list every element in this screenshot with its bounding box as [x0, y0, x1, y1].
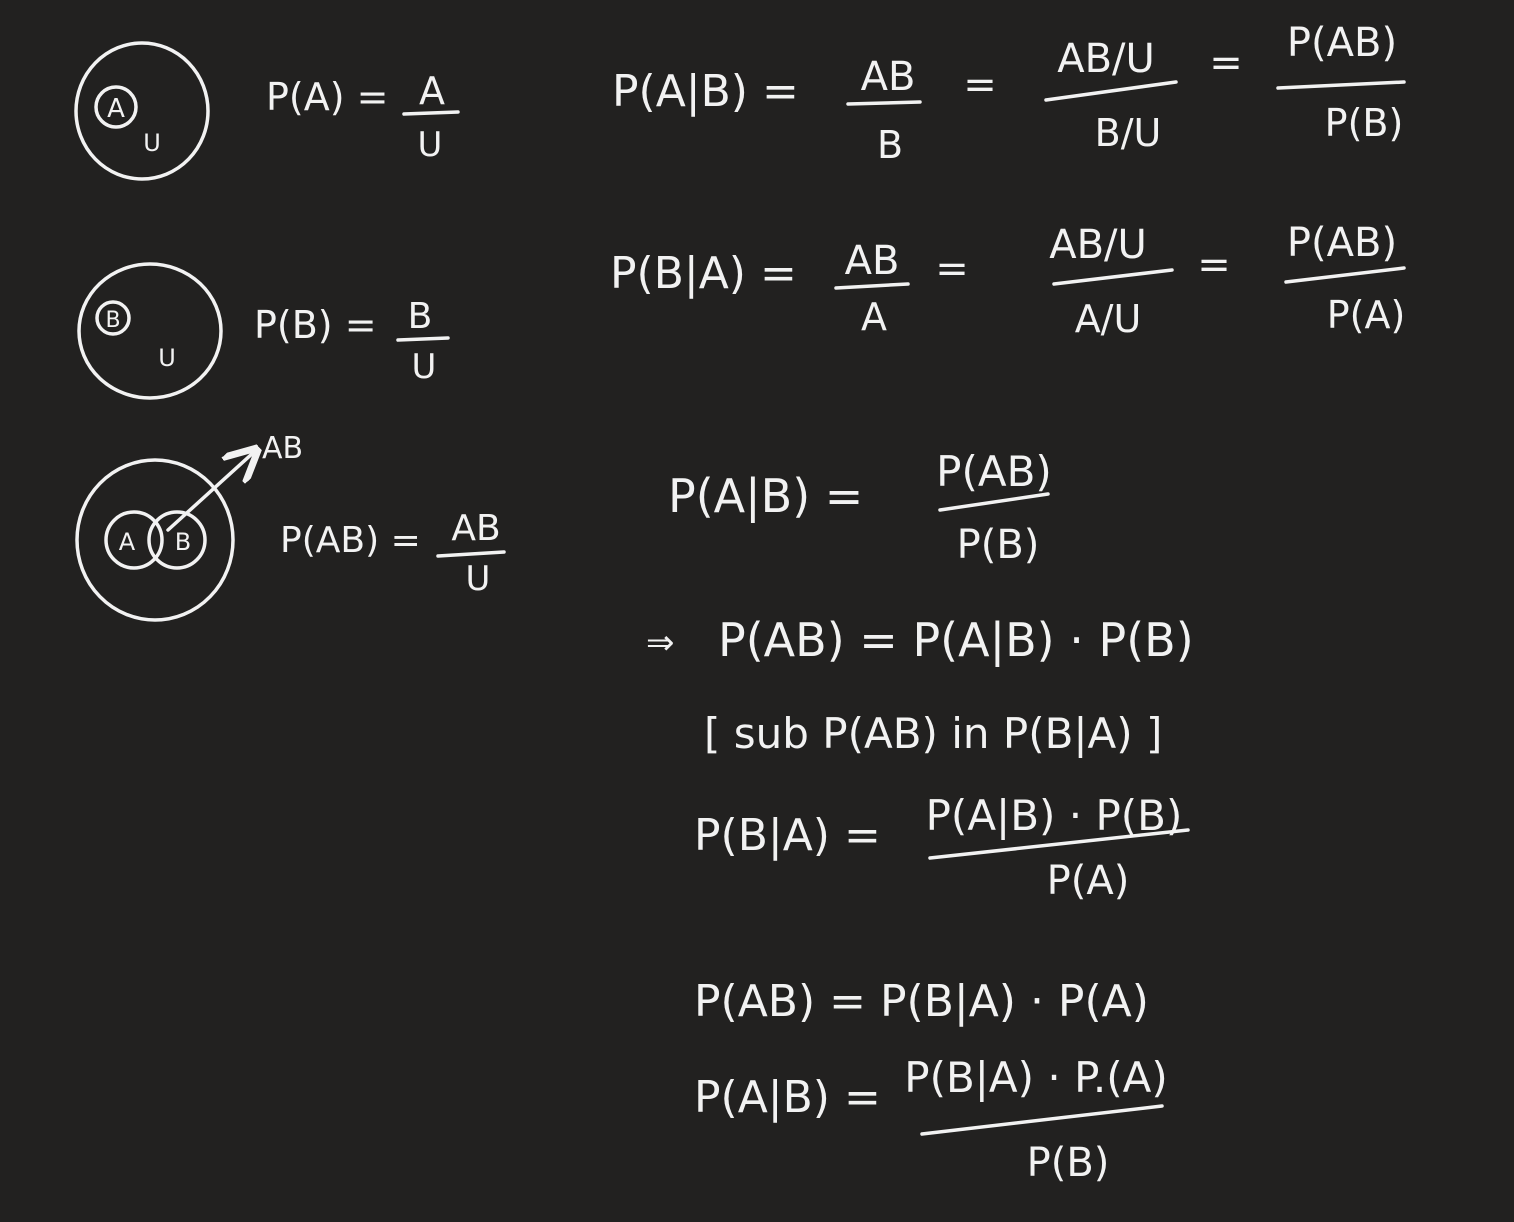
derivation-step-5: [694, 976, 1149, 1027]
equation-lhs: P(A|B) =: [668, 469, 864, 523]
fraction-denominator: P(A): [1046, 858, 1130, 904]
fraction-numerator: AB/U: [1057, 36, 1155, 82]
fraction-denominator: P(B): [1324, 101, 1404, 145]
fraction-denominator: A: [861, 295, 887, 339]
fraction-numerator: AB/U: [1049, 222, 1147, 268]
universe-circle: [79, 264, 221, 398]
substitution-note: [ sub P(AB) in P(B|A) ]: [704, 709, 1163, 758]
derivation-step-2: [646, 613, 1194, 668]
formula-pb: [254, 296, 448, 387]
fraction-bar: [940, 494, 1048, 510]
fraction-bar: [848, 102, 920, 104]
equation-lhs: P(B|A) =: [610, 248, 797, 299]
equation-row-1: [612, 20, 1404, 167]
fraction-bar: [1278, 82, 1404, 88]
derivation-step-4: [694, 791, 1188, 904]
formula-lhs: P(AB) =: [280, 520, 421, 561]
universe-label: U: [143, 129, 161, 157]
fraction-bar: [1046, 82, 1176, 100]
derivation-step-3: [704, 709, 1162, 758]
set-b-label: B: [174, 528, 192, 556]
fraction-numerator: AB: [860, 54, 916, 100]
fraction-bar: [1286, 268, 1404, 282]
universe-circle: [77, 460, 233, 620]
fraction-numerator: P(A|B) · P(B): [925, 791, 1183, 840]
venn-diagram-ab: [77, 431, 303, 620]
derivation-step-1: [668, 447, 1052, 568]
fraction-bar: [398, 338, 448, 340]
formula-pab: [280, 508, 504, 599]
equation-text: P(AB) = P(B|A) · P(A): [694, 976, 1149, 1027]
fraction-denominator: U: [417, 125, 443, 165]
venn-diagram-b: [79, 264, 221, 398]
intersection-label: AB: [262, 431, 304, 466]
formula-lhs: P(B) =: [254, 303, 377, 347]
fraction-bar: [438, 552, 504, 556]
formula-pa: [266, 69, 458, 165]
venn-diagram-a: [76, 43, 208, 179]
fraction-numerator: P(AB): [1286, 20, 1398, 66]
fraction-denominator: B/U: [1094, 111, 1162, 155]
derivation-step-6: [694, 1053, 1168, 1186]
equation-lhs: P(A|B) =: [694, 1072, 881, 1123]
set-a-label: A: [107, 94, 125, 124]
fraction-denominator: U: [465, 559, 491, 599]
implies-symbol: ⇒: [646, 623, 675, 663]
equation-lhs: P(A|B) =: [612, 66, 799, 117]
set-a-label: A: [118, 528, 136, 556]
fraction-numerator: P(AB): [1286, 220, 1398, 266]
equation-row-2: [610, 220, 1405, 341]
fraction-bar: [1054, 270, 1172, 284]
equals-sign: =: [963, 62, 997, 108]
equation-text: P(AB) = P(A|B) · P(B): [718, 613, 1194, 667]
fraction-denominator: B: [876, 123, 904, 167]
equation-lhs: P(B|A) =: [694, 810, 881, 861]
universe-label: U: [158, 344, 176, 372]
fraction-numerator: P(B|A) · P.(A): [904, 1053, 1168, 1102]
fraction-denominator: P(B): [956, 522, 1040, 568]
equals-sign: =: [1197, 242, 1231, 288]
fraction-denominator: P(A): [1326, 293, 1406, 337]
fraction-numerator: AB: [451, 508, 501, 549]
fraction-numerator: P(AB): [936, 447, 1052, 496]
fraction-numerator: AB: [844, 238, 900, 284]
set-b-label: B: [105, 308, 121, 333]
fraction-numerator: A: [419, 69, 445, 113]
equals-sign: =: [1209, 40, 1243, 86]
fraction-bar: [922, 1106, 1162, 1134]
fraction-denominator: A/U: [1074, 297, 1142, 341]
fraction-numerator: B: [407, 296, 433, 337]
formula-lhs: P(A) =: [266, 75, 389, 119]
fraction-bar: [404, 112, 458, 114]
fraction-denominator: P(B): [1026, 1140, 1110, 1186]
equals-sign: =: [935, 246, 969, 292]
fraction-denominator: U: [411, 347, 437, 387]
fraction-bar: [836, 284, 908, 288]
